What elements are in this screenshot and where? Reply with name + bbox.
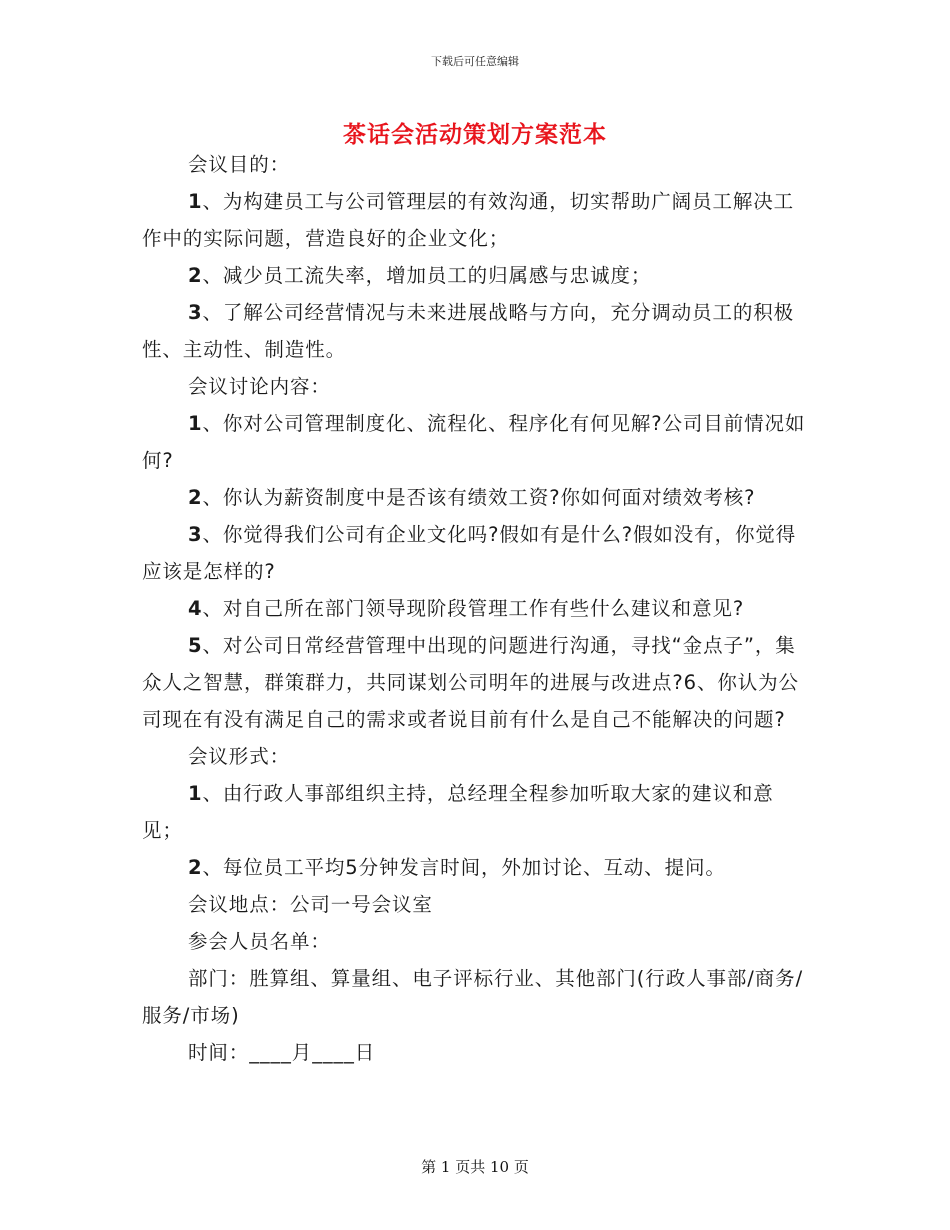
paragraph-text: 、你对公司管理制度化、流程化、程序化有何见解?公司目前情况如何?	[142, 412, 806, 472]
paragraph	[142, 590, 808, 627]
item-number: 4	[188, 597, 203, 620]
paragraph	[142, 1034, 808, 1071]
item-number: 2	[188, 486, 203, 509]
paragraph-text: 、为构建员工与公司管理层的有效沟通，切实帮助广阔员工解决工作中的实际问题，营造良好的企业文化；	[142, 190, 795, 250]
paragraph	[142, 294, 808, 368]
paragraph	[142, 775, 808, 849]
paragraph-text: 会议讨论内容：	[188, 375, 331, 398]
paragraph	[142, 183, 808, 257]
paragraph-text: 、你认为薪资制度中是否该有绩效工资?你如何面对绩效考核?	[202, 486, 756, 509]
paragraph-text: 、对自己所在部门领导现阶段管理工作有些什么建议和意见?	[202, 597, 745, 620]
document-body	[142, 146, 808, 1071]
paragraph	[142, 405, 808, 479]
paragraph	[142, 257, 808, 294]
paragraph	[142, 516, 808, 590]
paragraph-text: 会议地点：公司一号会议室	[188, 893, 433, 916]
item-number: 3	[188, 523, 203, 546]
paragraph	[142, 923, 808, 960]
paragraph	[142, 627, 808, 738]
paragraph-text: 参会人员名单：	[188, 930, 331, 953]
item-number: 1	[188, 412, 203, 435]
paragraph	[142, 849, 808, 886]
paragraph	[142, 146, 808, 183]
paragraph-text: 、减少员工流失率，增加员工的归属感与忠诚度；	[202, 264, 652, 287]
paragraph-text: 会议目的：	[188, 153, 291, 176]
paragraph-text: 时间：____月____日	[188, 1041, 376, 1064]
paragraph-text: 、你觉得我们公司有企业文化吗?假如有是什么?假如没有，你觉得应该是怎样的?	[142, 523, 797, 583]
page-footer-number: 第 1 页共 10 页	[421, 1158, 529, 1176]
paragraph-text: 会议形式：	[188, 745, 291, 768]
item-number: 5	[188, 634, 203, 657]
item-number: 2	[188, 856, 203, 879]
paragraph	[142, 960, 808, 1034]
paragraph	[142, 368, 808, 405]
paragraph	[142, 479, 808, 516]
paragraph-text: 、了解公司经营情况与未来进展战略与方向，充分调动员工的积极性、主动性、制造性。	[142, 301, 795, 361]
item-number: 2	[188, 264, 203, 287]
page-header-note: 下载后可任意编辑	[431, 55, 519, 68]
item-number: 1	[188, 782, 203, 805]
item-number: 3	[188, 301, 203, 324]
paragraph-text: 、由行政人事部组织主持，总经理全程参加听取大家的建议和意见；	[142, 782, 774, 842]
paragraph-text: 、对公司日常经营管理中出现的问题进行沟通，寻找“金点子”，集众人之智慧，群策群力，共同谋划公司明年的进展与改进点?6、你认为公司现在有没有满足自己的需求或者说目前有什么是自己不能解决的问题?	[142, 634, 799, 731]
paragraph-text: 部门：胜算组、算量组、电子评标行业、其他部门(行政人事部/商务/服务/市场)	[142, 967, 804, 1027]
item-number: 1	[188, 190, 203, 213]
paragraph	[142, 738, 808, 775]
paragraph-text: 、每位员工平均5分钟发言时间，外加讨论、互动、提问。	[202, 856, 726, 879]
document-title: 茶话会活动策划方案范本	[343, 122, 607, 148]
paragraph	[142, 886, 808, 923]
